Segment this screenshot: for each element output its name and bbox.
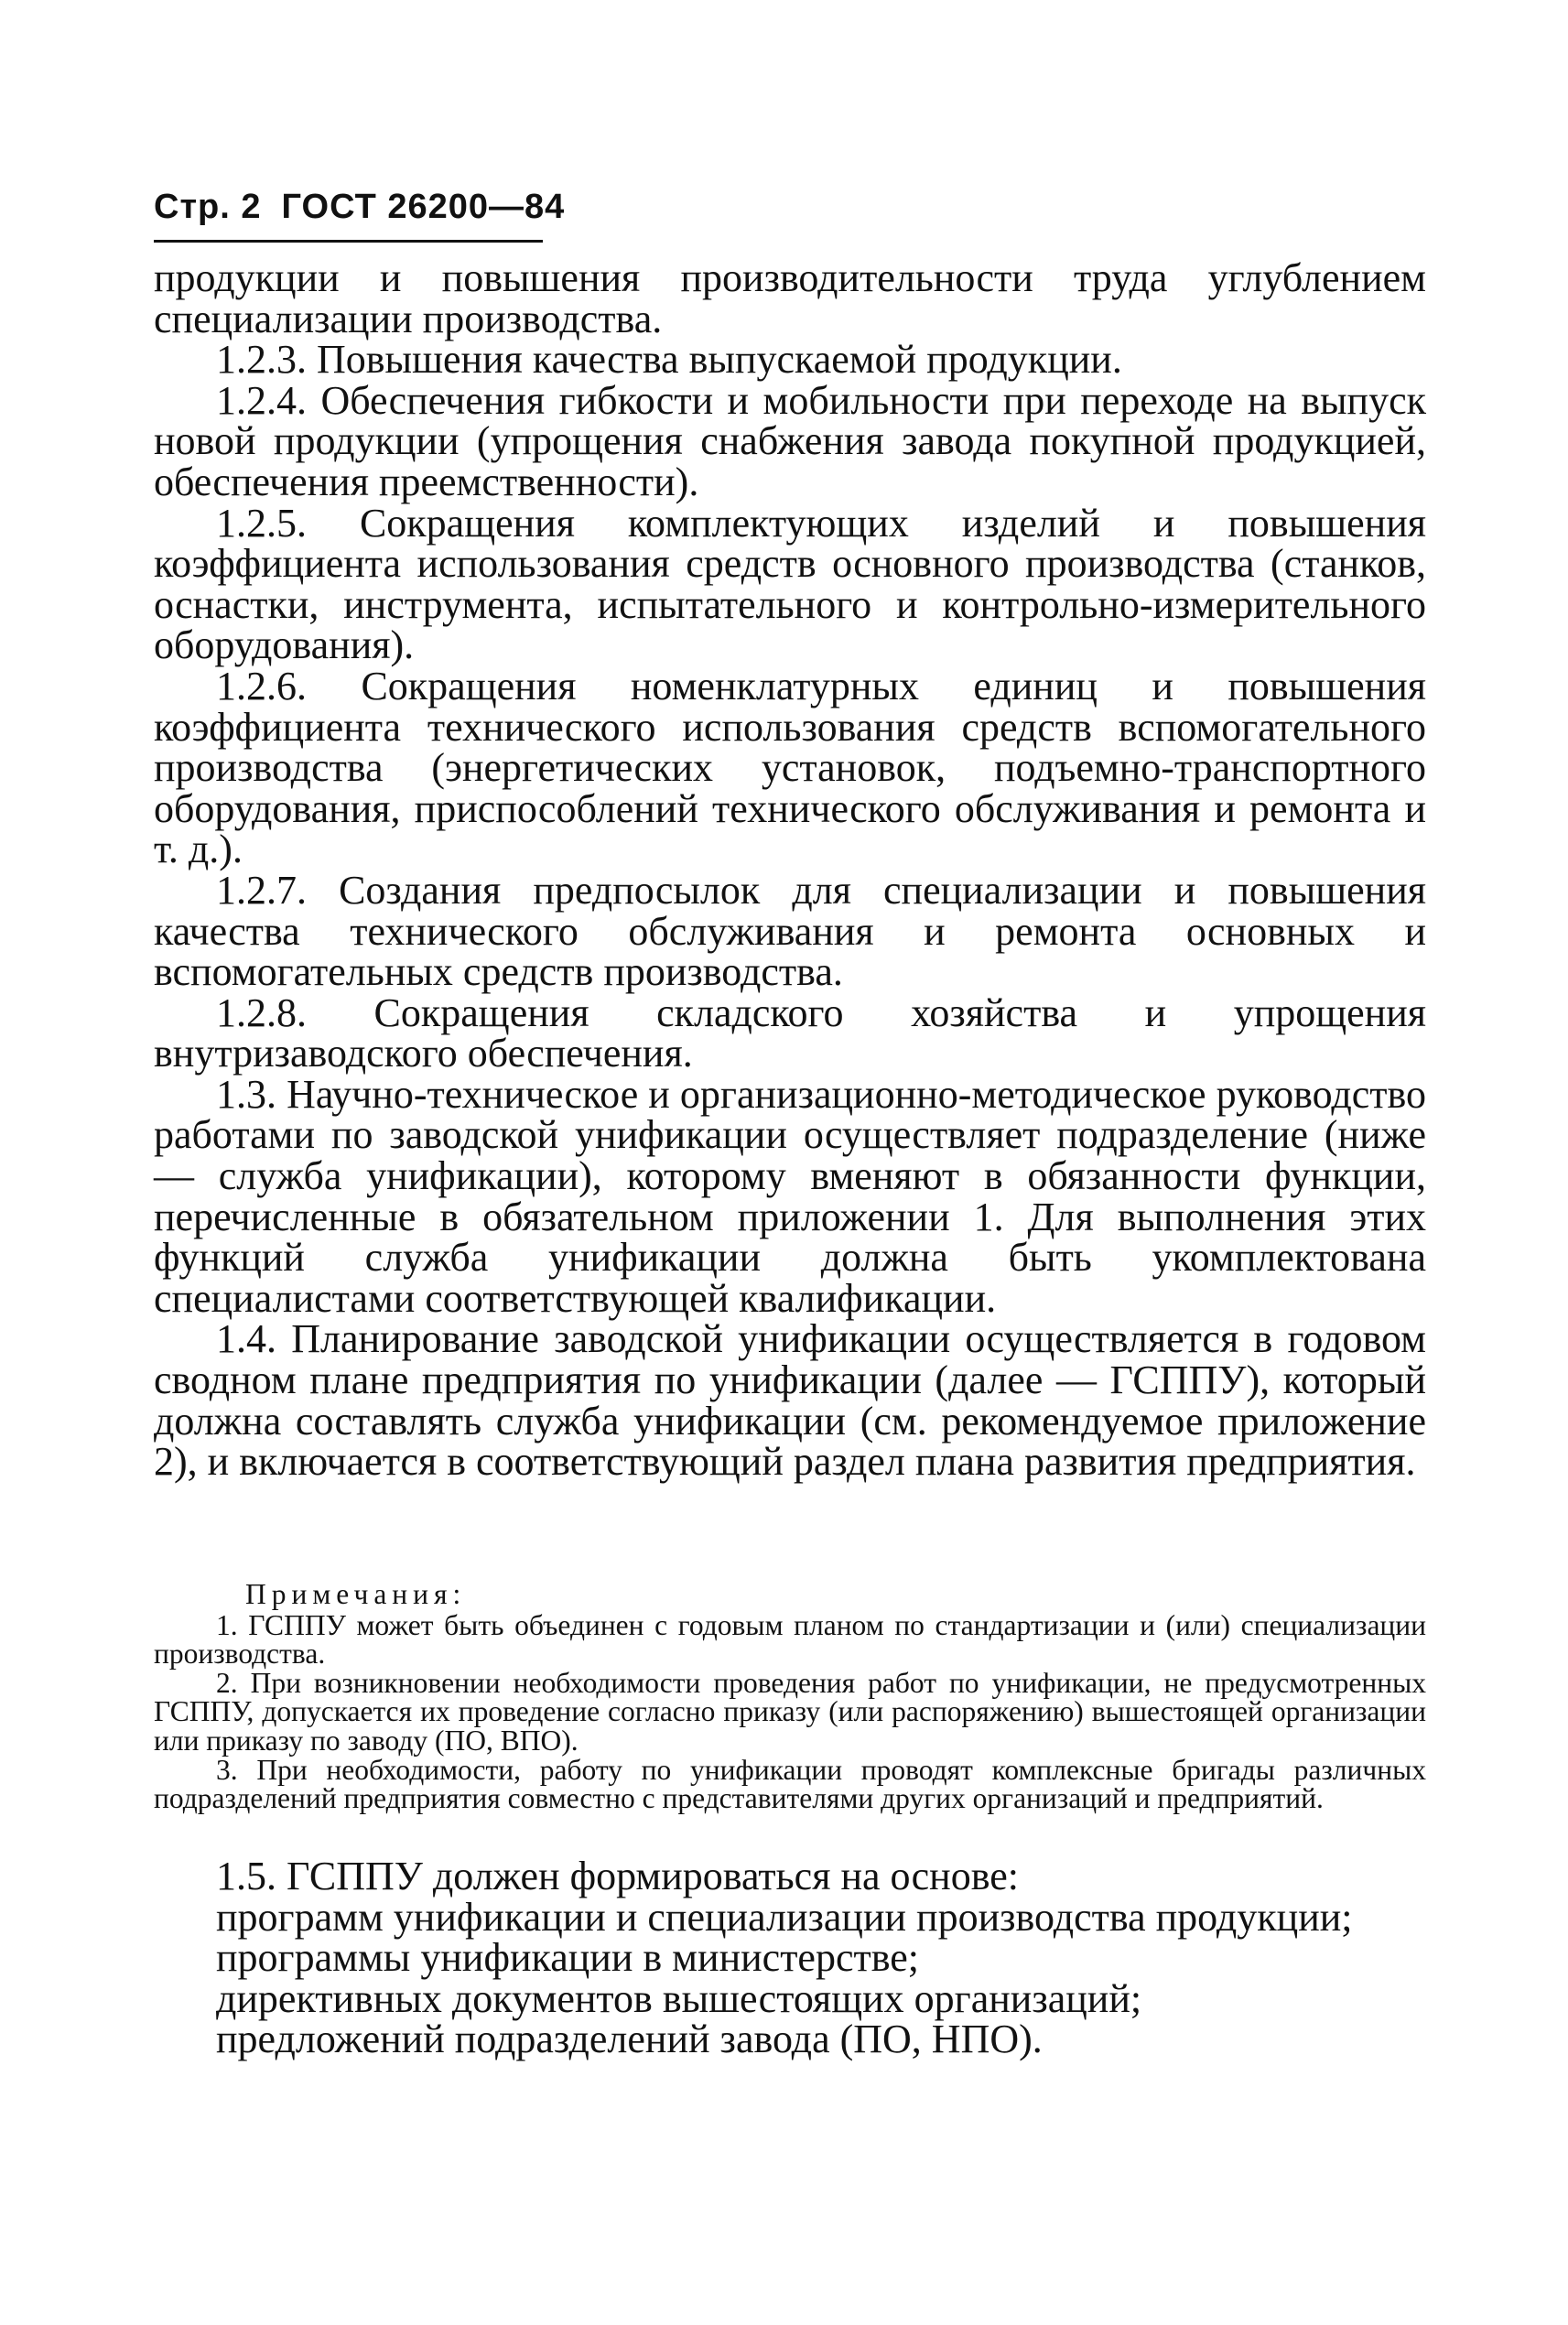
notes-block xyxy=(154,1580,1426,1813)
paragraph-1-2-7: 1.2.7. Создания предпосылок для специализации и повышения качества технического обслуживания и ремонта основных и вспомогательных средств производства. xyxy=(154,867,1426,995)
note-2: 2. При возникновении необходимости проведения работ по унификации, не предусмотренных ГСППУ, допускается их проведение согласно приказу (или распоряжению) вышестоящей организации или приказу по заводу (ПО, ВПО). xyxy=(154,1666,1426,1757)
paragraph-1-4: 1.4. Планирование заводской унификации осуществляется в годовом сводном плане предприятия по унификации (далее — ГСППУ), который должна составлять служба унификации (см. рекомендуемое приложение 2), и включается в соответствующий раздел плана развития предприятия. xyxy=(154,1316,1426,1485)
paragraph-1-5: 1.5. ГСППУ должен формироваться на основе: xyxy=(216,1854,1019,1898)
paragraph-1-2-6: 1.2.6. Сокращения номенклатурных единиц и повышения коэффициента технического использования средств вспомогательного производства (энергетических установок, подъемно-транспортного оборудования, приспособлений технического обслуживания и ремонта и т. д.). xyxy=(154,663,1426,872)
paragraph-1-3: 1.3. Научно-техническое и организационно-методическое руководство работами по заводской унификации осуществляет подразделение (ниже — служба унификации), которому вменяют в обязанности функции, перечисленные в обязательном приложении 1. Для выполнения этих функций служба унификации должна быть укомплектована специалистами соответствующей квалификации. xyxy=(154,1071,1426,1321)
list-item: программ унификации и специализации производства продукции; xyxy=(216,1894,1353,1940)
note-3: 3. При необходимости, работу по унификации проводят комплексные бригады различных подразделений предприятия совместно с представителями других организаций и предприятий. xyxy=(154,1753,1426,1815)
notes-title: Примечания: xyxy=(245,1578,467,1610)
paragraph-1-2-4: 1.2.4. Обеспечения гибкости и мобильности при переходе на выпуск новой продукции (упрощения снабжения завода покупной продукцией, обеспечения преемственности). xyxy=(154,377,1426,504)
list-item: предложений подразделений завода (ПО, НПО). xyxy=(216,2017,1043,2062)
sources-list xyxy=(154,1894,1426,2062)
list-item: директивных документов вышестоящих организаций; xyxy=(216,1975,1142,2021)
header-rule xyxy=(154,240,543,243)
section-1-5 xyxy=(154,1856,1426,2060)
page-number: Стр. 2 xyxy=(154,188,262,226)
list-item: программы унификации в министерстве; xyxy=(216,1935,919,1981)
paragraph-continued: продукции и повышения производительности труда углублением специализации производства. xyxy=(154,255,1426,341)
main-text xyxy=(154,255,1426,1485)
page-header xyxy=(154,188,565,227)
paragraph-1-2-3: 1.2.3. Повышения качества выпускаемой продукции. xyxy=(216,337,1122,383)
paragraph-1-2-5: 1.2.5. Сокращения комплектующих изделий и повышения коэффициента использования средств основного производства (станков, оснастки, инструмента, испытательного и контрольно-измерительного оборудования). xyxy=(154,500,1426,668)
note-1: 1. ГСППУ может быть объединен с годовым планом по стандартизации и (или) специализации производства. xyxy=(154,1608,1426,1671)
standard-designation: ГОСТ 26200—84 xyxy=(281,188,566,226)
paragraph-1-2-8: 1.2.8. Сокращения складского хозяйства и упрощения внутризаводского обеспечения. xyxy=(154,989,1426,1076)
